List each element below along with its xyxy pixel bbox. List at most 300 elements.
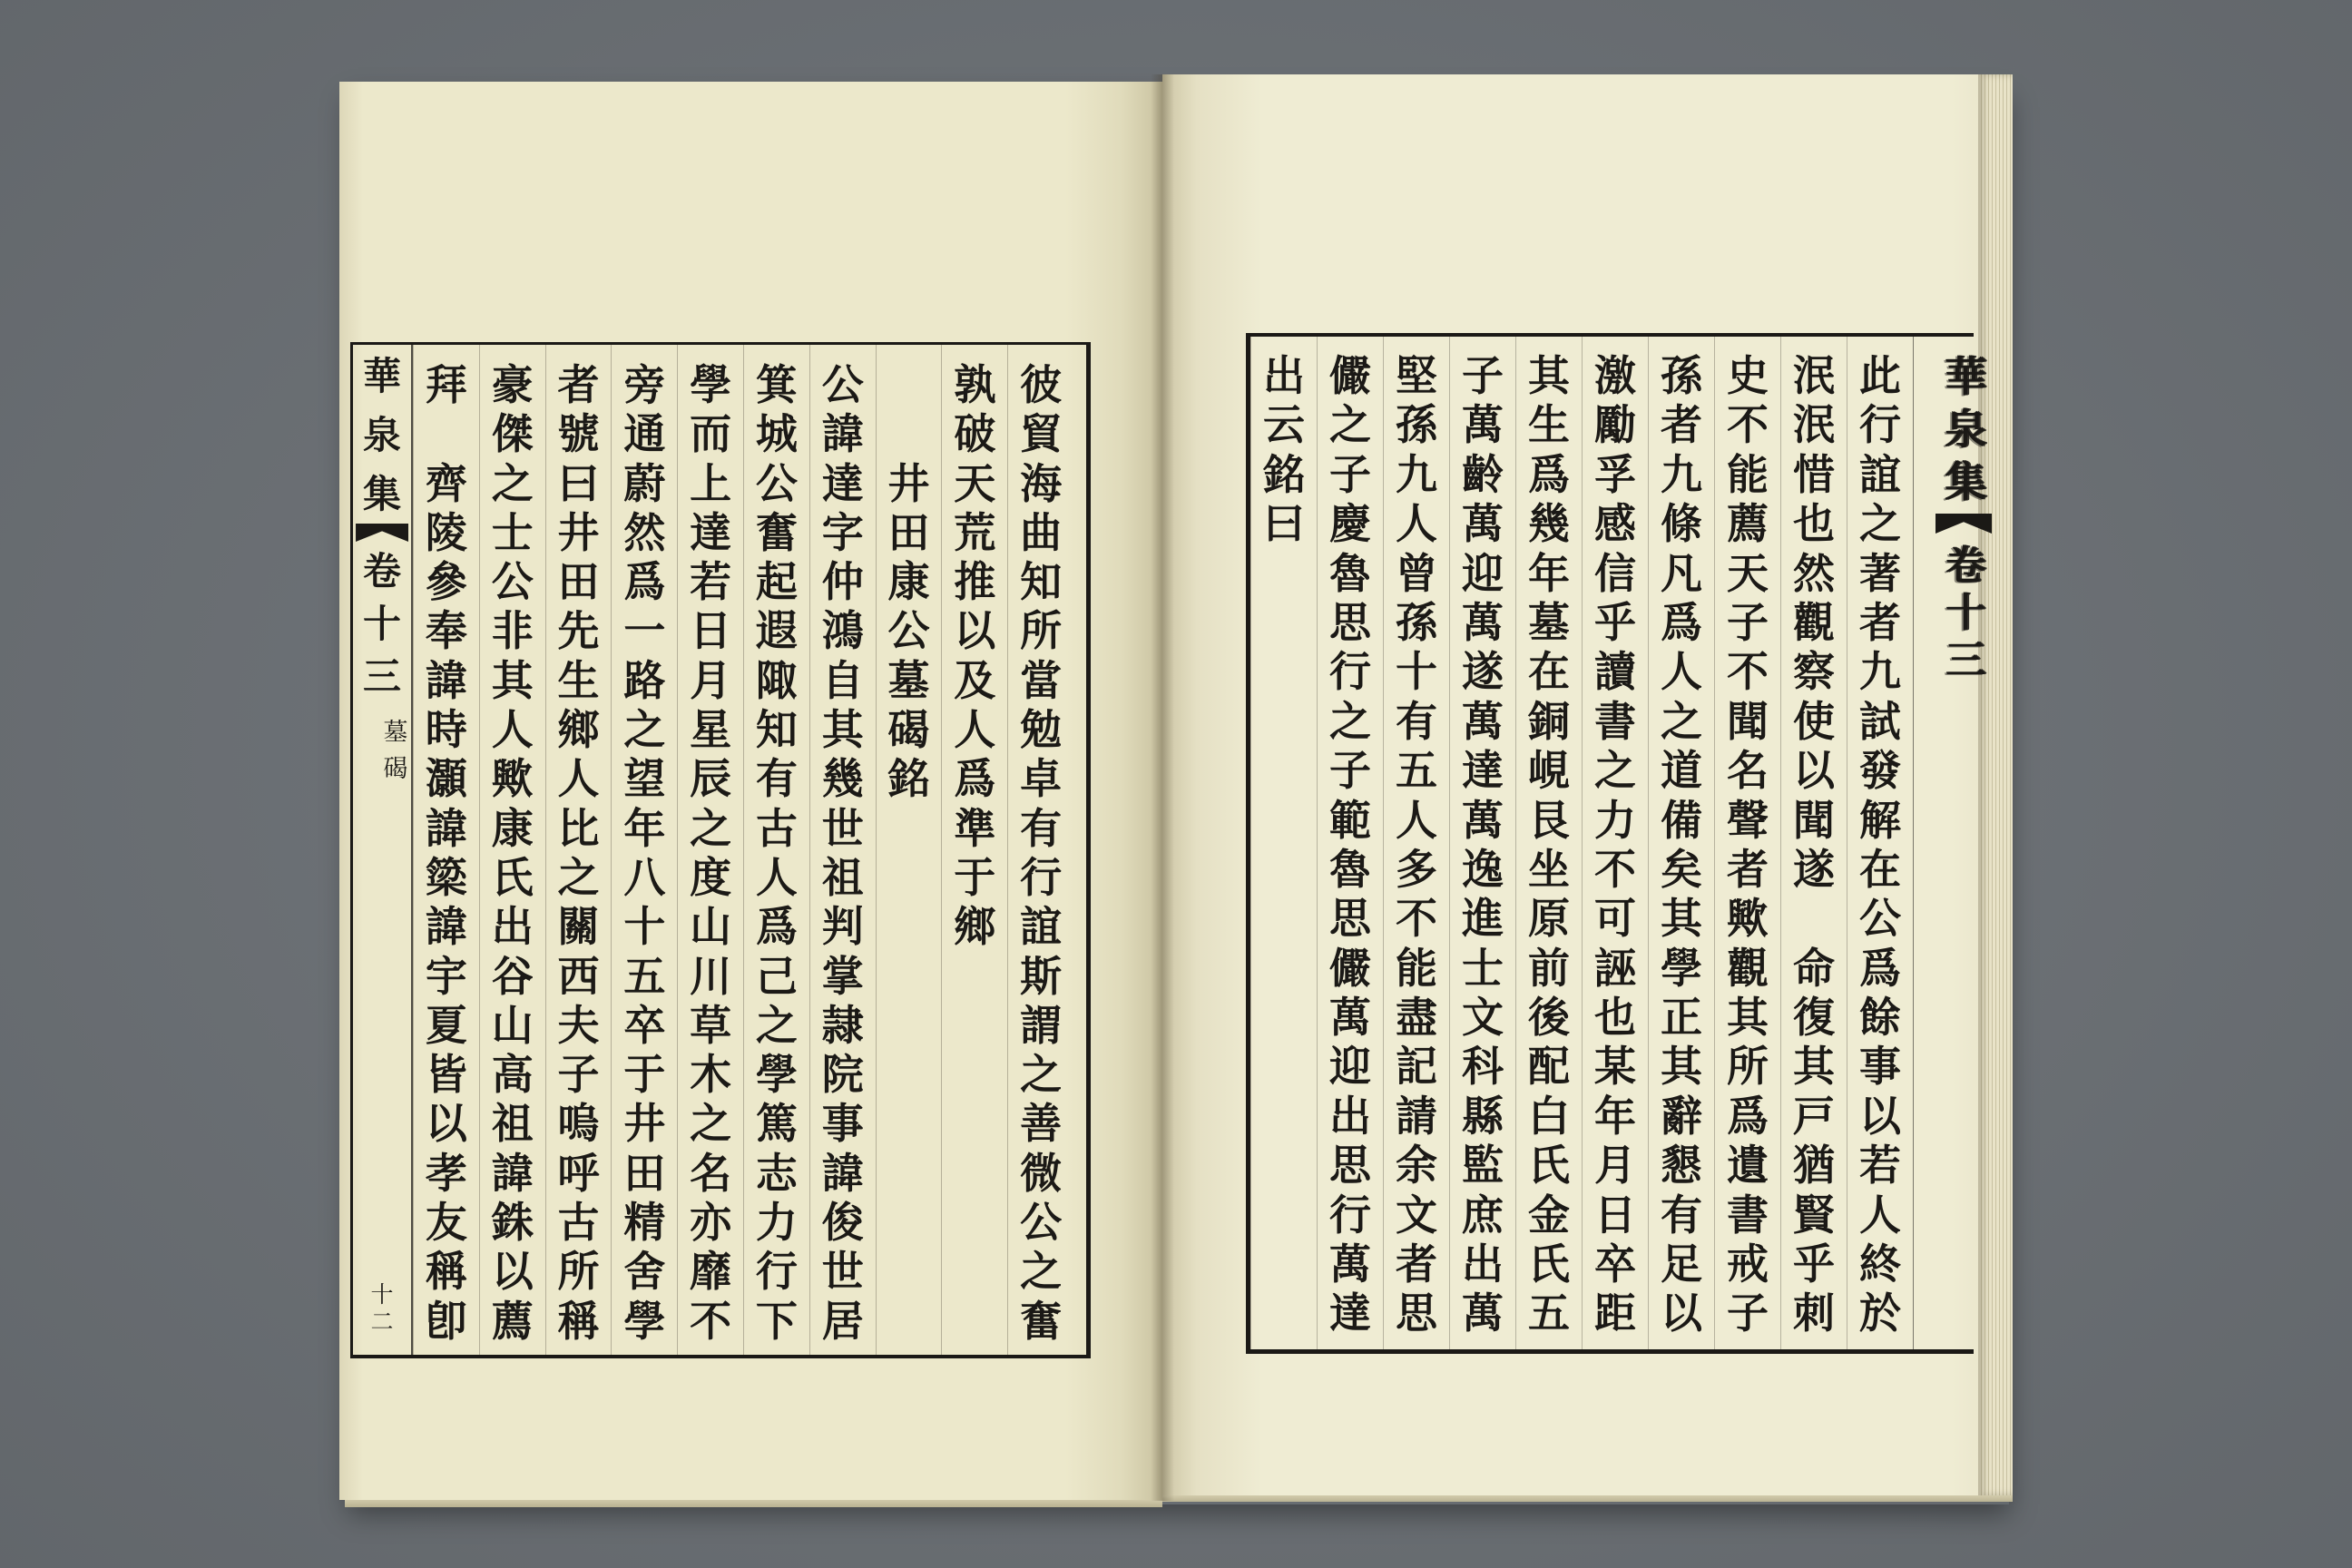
- glyph: 惜: [1793, 449, 1835, 499]
- glyph: 年: [1528, 548, 1570, 598]
- glyph: 時: [425, 705, 467, 755]
- glyph: 行: [1859, 400, 1901, 450]
- glyph: 發: [1859, 746, 1901, 796]
- glyph: 天: [954, 458, 996, 508]
- glyph: 請: [1396, 1091, 1437, 1141]
- glyph: 志: [755, 1148, 798, 1198]
- left-text-frame: [350, 342, 1091, 1358]
- glyph: 墓: [383, 719, 408, 747]
- glyph: 月: [690, 655, 732, 705]
- glyph: 某: [1594, 1042, 1636, 1092]
- glyph: 盡: [1396, 993, 1437, 1043]
- glyph: 不: [1727, 400, 1769, 450]
- glyph: 以: [954, 606, 996, 656]
- glyph: 行: [1329, 1190, 1371, 1240]
- glyph: 五: [1528, 1289, 1570, 1338]
- glyph: 行: [1020, 852, 1063, 902]
- glyph: 儼: [1329, 943, 1371, 993]
- glyph: 然: [623, 507, 666, 557]
- glyph: 舍: [623, 1247, 666, 1297]
- glyph: 年: [1594, 1091, 1636, 1141]
- glyph: 書: [1594, 696, 1636, 746]
- glyph: 而: [690, 409, 732, 459]
- glyph: 旁: [623, 360, 666, 409]
- glyph: 所: [1020, 606, 1063, 656]
- glyph: 篤: [755, 1099, 798, 1149]
- glyph: 達: [1462, 746, 1504, 796]
- glyph: 子: [1727, 1289, 1769, 1338]
- glyph: 所: [1727, 1042, 1769, 1092]
- glyph: 公: [1859, 894, 1901, 944]
- glyph: 公: [755, 458, 798, 508]
- glyph: 奮: [755, 507, 798, 557]
- glyph: 豪: [491, 360, 534, 409]
- text-column: [1007, 345, 1073, 1355]
- glyph: 遺: [1727, 1141, 1769, 1191]
- glyph: 及: [954, 655, 996, 705]
- glyph: 西: [557, 951, 600, 1001]
- glyph: 萬: [1462, 400, 1504, 450]
- glyph: 科: [1462, 1042, 1504, 1092]
- glyph: 不: [690, 1296, 732, 1346]
- text-column: [1847, 337, 1913, 1349]
- glyph: 魯: [1329, 548, 1371, 598]
- glyph: 路: [623, 655, 666, 705]
- glyph: 拜: [425, 360, 467, 409]
- glyph: 公: [821, 360, 864, 409]
- glyph: 遂: [1793, 844, 1835, 894]
- glyph: 齡: [1462, 449, 1504, 499]
- glyph: 足: [1661, 1240, 1702, 1289]
- glyph: 泉: [1945, 405, 1986, 454]
- glyph: 事: [1859, 1042, 1901, 1092]
- glyph: 諱: [425, 902, 467, 952]
- glyph: 力: [755, 1198, 798, 1248]
- glyph: 爲: [1528, 449, 1570, 499]
- glyph: 遂: [1462, 647, 1504, 697]
- glyph: 條: [1661, 499, 1702, 549]
- glyph: 之: [1661, 696, 1702, 746]
- text-column: [413, 345, 479, 1355]
- banxin-book-title: [354, 347, 410, 524]
- glyph: 出: [1263, 351, 1305, 400]
- glyph: 終: [1859, 1240, 1901, 1289]
- glyph: 出: [1462, 1240, 1504, 1289]
- glyph: 所: [557, 1247, 600, 1297]
- glyph: 銅: [1528, 696, 1570, 746]
- glyph: 戒: [1727, 1240, 1769, 1289]
- glyph: 信: [1594, 548, 1636, 598]
- glyph: 之: [755, 1000, 798, 1050]
- glyph: 有: [755, 754, 798, 804]
- glyph: 星: [690, 705, 732, 755]
- glyph: 世: [821, 803, 864, 853]
- glyph: 非: [491, 606, 534, 656]
- glyph: 字: [821, 507, 864, 557]
- glyph: 觀: [1793, 597, 1835, 647]
- glyph: 庶: [1462, 1190, 1504, 1240]
- glyph: 原: [1528, 894, 1570, 944]
- glyph: 知: [1020, 557, 1063, 607]
- text-column: [1250, 337, 1317, 1349]
- text-column: [545, 345, 612, 1355]
- glyph: 者: [1661, 400, 1702, 450]
- glyph: 于: [954, 852, 996, 902]
- glyph: 稱: [557, 1296, 600, 1346]
- glyph: 關: [557, 902, 600, 952]
- glyph: 行: [755, 1247, 798, 1297]
- glyph: 人: [1396, 499, 1437, 549]
- glyph: 號: [557, 409, 600, 459]
- glyph: [1781, 894, 1847, 943]
- glyph: 之: [1329, 400, 1371, 450]
- glyph: 曾: [1396, 548, 1437, 598]
- glyph: 幾: [1528, 499, 1570, 549]
- glyph: 孫: [1396, 400, 1437, 450]
- text-column: [677, 345, 743, 1355]
- glyph: 碣: [887, 705, 930, 755]
- glyph: 海: [1020, 458, 1063, 508]
- glyph: 備: [1661, 795, 1702, 845]
- glyph: 康: [887, 557, 930, 607]
- glyph: 記: [1396, 1042, 1437, 1092]
- text-column: [809, 345, 876, 1355]
- glyph: 思: [1329, 1141, 1371, 1191]
- glyph: 以: [1661, 1289, 1702, 1338]
- glyph: 泉: [363, 413, 402, 457]
- glyph: 祖: [491, 1099, 534, 1149]
- glyph: 九: [1396, 449, 1437, 499]
- glyph: 卷: [1945, 543, 1985, 589]
- glyph: 其: [1727, 993, 1769, 1043]
- glyph: 箕: [755, 360, 798, 409]
- glyph: 金: [1528, 1190, 1570, 1240]
- glyph: 史: [1727, 351, 1769, 400]
- glyph: 於: [1859, 1289, 1901, 1338]
- glyph: 三: [1945, 637, 1985, 683]
- glyph: 矣: [1661, 844, 1702, 894]
- glyph: 泯: [1793, 351, 1835, 400]
- right-banxin: [1913, 337, 1986, 1349]
- glyph: 諱: [821, 1148, 864, 1198]
- glyph: 生: [1528, 400, 1570, 450]
- glyph: 觀: [1727, 943, 1769, 993]
- glyph: 然: [1793, 548, 1835, 598]
- glyph: 萬: [1462, 1289, 1504, 1338]
- glyph: 之: [623, 705, 666, 755]
- glyph: 士: [1462, 943, 1504, 993]
- glyph: 孫: [1661, 351, 1702, 400]
- glyph: 逸: [1462, 844, 1504, 894]
- glyph: 掌: [821, 951, 864, 1001]
- glyph: 準: [954, 803, 996, 853]
- glyph: 子: [1727, 597, 1769, 647]
- glyph: 不: [1727, 647, 1769, 697]
- glyph: 墓: [1528, 597, 1570, 647]
- glyph: 孝: [425, 1148, 467, 1198]
- glyph: 居: [821, 1296, 864, 1346]
- glyph: 配: [1528, 1042, 1570, 1092]
- glyph: 聲: [1727, 795, 1769, 845]
- glyph: 此: [1859, 351, 1901, 400]
- glyph: 夫: [557, 1000, 600, 1050]
- glyph: 道: [1661, 746, 1702, 796]
- glyph: 集: [363, 472, 402, 516]
- glyph: 辰: [690, 754, 732, 804]
- glyph: 天: [1727, 548, 1769, 598]
- glyph: 五: [623, 951, 666, 1001]
- glyph: 思: [1329, 894, 1371, 944]
- glyph: 世: [821, 1247, 864, 1297]
- glyph: 日: [1594, 1190, 1636, 1240]
- glyph: 皆: [425, 1050, 467, 1100]
- glyph: 辭: [1661, 1091, 1702, 1141]
- glyph: 之: [557, 852, 600, 902]
- glyph: 薦: [1727, 499, 1769, 549]
- glyph: 達: [821, 458, 864, 508]
- glyph: 者: [557, 360, 600, 409]
- glyph: 破: [954, 409, 996, 459]
- glyph: 比: [557, 803, 600, 853]
- glyph: 宇: [425, 951, 467, 1001]
- glyph: 諱: [425, 803, 467, 853]
- glyph: 谷: [491, 951, 534, 1001]
- glyph: 達: [1329, 1289, 1371, 1338]
- glyph: 聞: [1727, 696, 1769, 746]
- glyph: 草: [690, 1000, 732, 1050]
- glyph: 之: [690, 803, 732, 853]
- glyph: 曰: [1263, 499, 1305, 549]
- glyph: 子: [1462, 351, 1504, 400]
- glyph: 誼: [1020, 902, 1063, 952]
- glyph: 以: [1859, 1091, 1901, 1141]
- glyph: 華: [1945, 352, 1986, 401]
- glyph: 九: [1661, 449, 1702, 499]
- glyph: 範: [1329, 795, 1371, 845]
- glyph: 先: [557, 606, 600, 656]
- glyph: 之: [1020, 1247, 1063, 1297]
- glyph: 俊: [821, 1198, 864, 1248]
- glyph: 有: [1020, 803, 1063, 853]
- glyph: 復: [1793, 993, 1835, 1043]
- glyph: 孫: [1396, 597, 1437, 647]
- glyph: 勉: [1020, 705, 1063, 755]
- glyph: 誼: [1859, 449, 1901, 499]
- glyph: 者: [1859, 597, 1901, 647]
- glyph: 凡: [1661, 548, 1702, 598]
- banxin-page-number: [368, 1281, 397, 1336]
- glyph: 彼: [1020, 360, 1063, 409]
- glyph: 有: [1661, 1190, 1702, 1240]
- glyph: 公: [887, 606, 930, 656]
- glyph: 人: [1396, 795, 1437, 845]
- glyph: 望: [623, 754, 666, 804]
- glyph: 薦: [491, 1296, 534, 1346]
- glyph: 若: [1859, 1141, 1901, 1191]
- glyph: 余: [1396, 1141, 1437, 1191]
- glyph: 艮: [1528, 795, 1570, 845]
- glyph: 思: [1396, 1289, 1437, 1338]
- text-column: [1714, 337, 1780, 1349]
- glyph: 歟: [1727, 894, 1769, 944]
- glyph: 書: [1727, 1190, 1769, 1240]
- glyph: 爲: [623, 557, 666, 607]
- glyph: 井: [623, 1099, 666, 1149]
- glyph: 井: [557, 507, 600, 557]
- text-column: [1780, 337, 1847, 1349]
- glyph: 爲: [1661, 597, 1702, 647]
- glyph: 達: [690, 507, 732, 557]
- glyph: 田: [887, 507, 930, 557]
- text-column: [1515, 337, 1582, 1349]
- glyph: 慶: [1329, 499, 1371, 549]
- banxin-volume: [1940, 543, 1991, 684]
- glyph: 卷: [363, 549, 402, 593]
- glyph: 萬: [1462, 597, 1504, 647]
- glyph: 之: [1594, 746, 1636, 796]
- glyph: 若: [690, 557, 732, 607]
- glyph: 簗: [425, 852, 467, 902]
- glyph: 孰: [954, 360, 996, 409]
- glyph: 其: [821, 705, 864, 755]
- glyph: 己: [755, 951, 798, 1001]
- glyph: 仲: [821, 557, 864, 607]
- glyph: 不: [1594, 844, 1636, 894]
- glyph: 歟: [491, 754, 534, 804]
- page-fore-edge-stack: [1978, 74, 2013, 1495]
- glyph: 著: [1859, 548, 1901, 598]
- glyph: 激: [1594, 351, 1636, 400]
- glyph: 推: [954, 557, 996, 607]
- glyph: 謂: [1020, 1000, 1063, 1050]
- glyph: 院: [821, 1050, 864, 1100]
- glyph: 蔚: [623, 458, 666, 508]
- glyph: 氏: [1528, 1141, 1570, 1191]
- text-column: [611, 345, 677, 1355]
- glyph: 田: [623, 1148, 666, 1198]
- glyph: 察: [1793, 647, 1835, 697]
- glyph: 前: [1528, 943, 1570, 993]
- glyph: 白: [1528, 1091, 1570, 1141]
- glyph: 碣: [383, 755, 408, 783]
- left-banxin: [353, 345, 413, 1355]
- glyph: 爲: [1727, 1091, 1769, 1141]
- epitaph-title-column: [876, 345, 942, 1355]
- text-column: [743, 345, 809, 1355]
- glyph: 堅: [1396, 351, 1437, 400]
- glyph: 一: [623, 606, 666, 656]
- glyph: 古: [755, 803, 798, 853]
- text-column: [1582, 337, 1648, 1349]
- glyph: 微: [1020, 1148, 1063, 1198]
- glyph: 貿: [1020, 409, 1063, 459]
- glyph: 康: [491, 803, 534, 853]
- glyph: 也: [1594, 993, 1636, 1043]
- glyph: 以: [491, 1247, 534, 1297]
- glyph: 夏: [425, 1000, 467, 1050]
- glyph: 在: [1859, 844, 1901, 894]
- glyph: 餘: [1859, 993, 1901, 1043]
- glyph: 井: [887, 458, 930, 508]
- glyph: 友: [425, 1198, 467, 1248]
- glyph: 峴: [1528, 746, 1570, 796]
- glyph: 鄉: [954, 902, 996, 952]
- glyph: 遐: [755, 606, 798, 656]
- glyph: 隷: [821, 1000, 864, 1050]
- glyph: 荒: [954, 507, 996, 557]
- glyph: 賢: [1793, 1190, 1835, 1240]
- glyph: 十: [1945, 590, 1985, 636]
- glyph: 進: [1462, 894, 1504, 944]
- glyph: 以: [425, 1099, 467, 1149]
- glyph: [414, 409, 479, 458]
- glyph: 亦: [690, 1198, 732, 1248]
- glyph: 使: [1793, 696, 1835, 746]
- glyph: 萬: [1462, 795, 1504, 845]
- glyph: 迎: [1462, 548, 1504, 598]
- glyph: 川: [690, 951, 732, 1001]
- glyph: 下: [755, 1296, 798, 1346]
- glyph: 五: [1396, 746, 1437, 796]
- glyph: 云: [1263, 400, 1305, 450]
- glyph: 之: [690, 1099, 732, 1149]
- glyph: 陬: [755, 655, 798, 705]
- glyph: 其: [1528, 351, 1570, 400]
- glyph: 十: [623, 902, 666, 952]
- glyph: 呼: [557, 1148, 600, 1198]
- glyph: 銘: [887, 754, 930, 804]
- glyph: 年: [623, 803, 666, 853]
- glyph: 文: [1396, 1190, 1437, 1240]
- glyph: 二: [370, 1308, 394, 1335]
- glyph: 曰: [557, 458, 600, 508]
- glyph: 銖: [491, 1198, 534, 1248]
- glyph: 縣: [1462, 1091, 1504, 1141]
- glyph: 奉: [425, 606, 467, 656]
- glyph: 有: [1396, 696, 1437, 746]
- glyph: 懇: [1661, 1141, 1702, 1191]
- text-column: [1383, 337, 1449, 1349]
- glyph: 高: [491, 1050, 534, 1100]
- glyph: 學: [1661, 943, 1702, 993]
- glyph: 月: [1594, 1141, 1636, 1191]
- glyph: 氏: [1528, 1240, 1570, 1289]
- glyph: 人: [954, 705, 996, 755]
- glyph: 學: [755, 1050, 798, 1100]
- glyph: 感: [1594, 499, 1636, 549]
- glyph: 鴻: [821, 606, 864, 656]
- glyph: 人: [1859, 1190, 1901, 1240]
- glyph: 萬: [1329, 1240, 1371, 1289]
- glyph: 以: [1793, 746, 1835, 796]
- banxin-book-title: [1940, 350, 1991, 508]
- glyph: 精: [623, 1198, 666, 1248]
- glyph: 爲: [1859, 943, 1901, 993]
- glyph: 人: [1661, 647, 1702, 697]
- fishtail-mark: [356, 524, 408, 542]
- banxin-section: [381, 715, 410, 788]
- glyph: 當: [1020, 655, 1063, 705]
- glyph: 靡: [690, 1247, 732, 1297]
- glyph: 其: [1661, 894, 1702, 944]
- glyph: 卒: [623, 1000, 666, 1050]
- glyph: 陵: [425, 507, 467, 557]
- glyph: 之: [491, 458, 534, 508]
- glyph: 爲: [954, 754, 996, 804]
- glyph: 勵: [1594, 400, 1636, 450]
- glyph: 嗚: [557, 1099, 600, 1149]
- glyph: 命: [1793, 943, 1835, 993]
